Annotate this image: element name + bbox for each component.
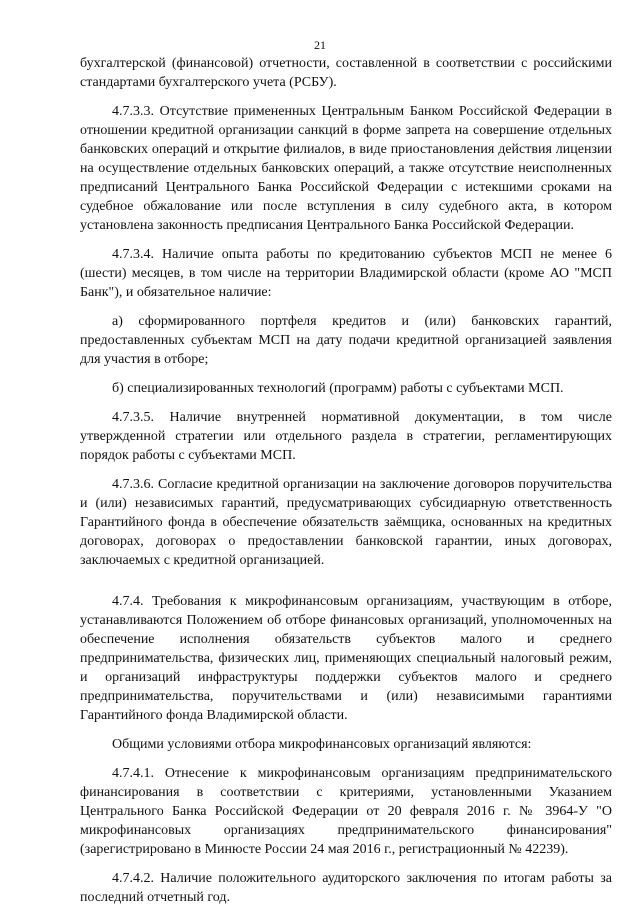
paragraph-4-7-3-3: 4.7.3.3. Отсутствие примененных Центральным Банком Российской Федерации в отношении кредитной организации санкций в форме запрета на совершение отдельных банковских операций и открытие филиалов, в виде приостановления действия лицензии на осуществление отдельных банковских операций, а также отсутствие неисполненных предписаний Центрального Банка Российской Федерации с истекшими сроками на судебное обжалование или после вступления в силу судебного акта, в котором установлена законность предписания Центрального Банка Российской Федерации. — [80, 104, 612, 233]
paragraph-continuation: бухгалтерской (финансовой) отчетности, составленной в соответствии с российскими стандартами бухгалтерского учета (РСБУ). — [80, 56, 612, 90]
page-number: 21 — [314, 38, 326, 52]
paragraph-4-7-4-1: 4.7.4.1. Отнесение к микрофинансовым организациям предпринимательского финансирования в соответствии с критериями, установленными Указанием Центрального Банка Российской Федерации от 20 февраля 2016 г. № 3964-У "О микрофинансовых организациях предпринимательского финансирования" (зарегистрировано в Минюсте России 24 мая 2016 г., регистрационный № 42239). — [80, 766, 612, 857]
paragraph-item-a: а) сформированного портфеля кредитов и (или) банковских гарантий, предоставленных субъектам МСП на дату подачи кредитной организацией заявления для участия в отборе; — [80, 314, 612, 367]
paragraph-4-7-4-2: 4.7.4.2. Наличие положительного аудиторского заключения по итогам работы за последний отчетный год. — [80, 871, 612, 905]
paragraph-4-7-3-4: 4.7.3.4. Наличие опыта работы по кредитованию субъектов МСП не менее 6 (шести) месяцев, в том числе на территории Владимирской области (кроме АО "МСП Банк"), и обязательное наличие: — [80, 247, 612, 300]
paragraph-item-b: б) специализированных технологий (программ) работы с субъектами МСП. — [112, 381, 564, 396]
document-body — [80, 54, 612, 917]
paragraph-4-7-3-5: 4.7.3.5. Наличие внутренней нормативной документации, в том числе утвержденной стратегии или отдельного раздела в стратегии, регламентирующих порядок работы с субъектами МСП. — [80, 410, 612, 463]
paragraph-4-7-4: 4.7.4. Требования к микрофинансовым организациям, участвующим в отборе, устанавливаются Положением об отборе финансовых организаций, уполномоченных на обеспечение исполнения обязательств субъектов малого и среднего предпринимательства, физических лиц, применяющих специальный налоговый режим, и организаций инфраструктуры поддержки субъектов малого и среднего предпринимательства, поручительствами и (или) независимыми гарантиями Гарантийного фонда Владимирской области. — [80, 594, 612, 723]
paragraph-4-7-3-6: 4.7.3.6. Согласие кредитной организации на заключение договоров поручительства и (или) независимых гарантий, предусматривающих субсидиарную ответственность Гарантийного фонда в обеспечение обязательств заёмщика, основанных на кредитных договорах, договорах о предоставлении банковской гарантии, иных договорах, заключаемых с кредитной организацией. — [80, 477, 612, 568]
paragraph-general-conditions: Общими условиями отбора микрофинансовых организаций являются: — [112, 737, 532, 752]
